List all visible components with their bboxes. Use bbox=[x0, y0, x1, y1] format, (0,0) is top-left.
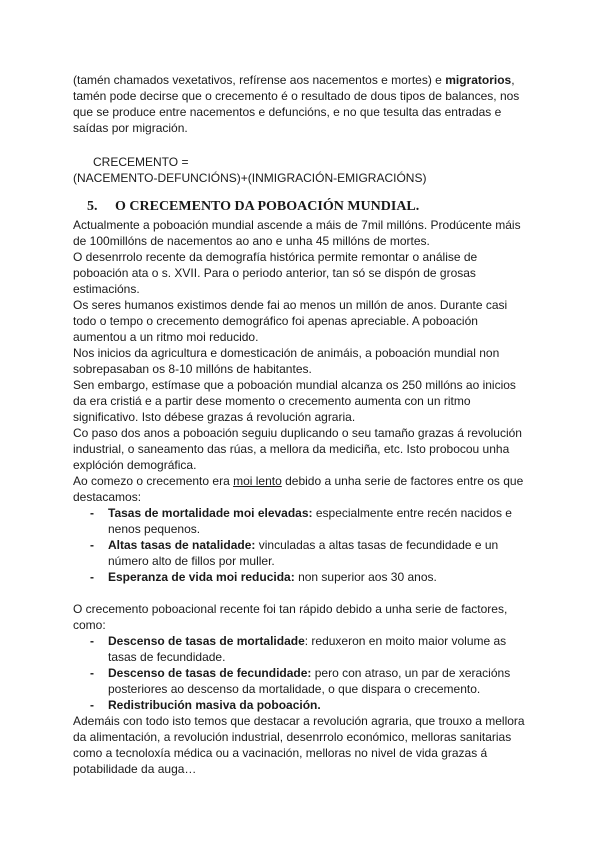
list-item: - Descenso de tasas de mortalidade: reduxeron en moito maior volume as tasas de fecundidade. bbox=[90, 634, 507, 664]
dash-bullet: - bbox=[90, 666, 94, 680]
slow-factors-list bbox=[73, 505, 531, 585]
paragraph: O desenrrolo recente da demografía histórica permite remontar o análise de poboación ata o s. XVII. Para o periodo anterior, tan só se dispón de grosas estimacións. bbox=[73, 250, 478, 296]
section-title: O CRECEMENTO DA POBOACIÓN MUNDIAL. bbox=[115, 199, 420, 214]
intro-paragraph: (tamén chamados vexetativos, refírense aos nacementos e mortes) e migratorios, tamén pode decirse que o crecemento é o resultado de dous tipos de balances, nos que se produce entre nacementos e defuncións, e no que tesulta das entradas e saídas por migración. bbox=[73, 73, 520, 135]
list-item: - Descenso de tasas de fecundidade: pero con atraso, un par de xeracións posteriores ao descenso da mortalidade, o que dispara o crecemento. bbox=[90, 666, 511, 696]
dash-bullet: - bbox=[90, 698, 94, 712]
slow-emphasis: moi lento bbox=[233, 474, 282, 488]
paragraph: Actualmente a poboación mundial ascende a máis de 7mil millóns. Prodúcente máis de 100millóns de nacementos ao ano e unha 45 millóns de mortes. bbox=[73, 218, 521, 248]
spacer bbox=[73, 585, 531, 601]
conclusion-paragraph: Ademáis con todo isto temos que destacar a revolución agraria, que trouxo a mellora da alimentación, a revolución industrial, desenrrolo económico, melloras sanitarias como a tecnoloxía médica ou a vacinación, melloras no nivel de vida grazas á potabilidade da auga… bbox=[73, 714, 525, 776]
paragraph: Nos inicios da agricultura e domesticación de animáis, a poboación mundial non sobrepasaban os 8-10 millóns de habitantes. bbox=[73, 346, 500, 376]
dash-bullet: - bbox=[90, 634, 94, 648]
section-number: 5. bbox=[87, 199, 98, 214]
list-item: - Tasas de mortalidade moi elevadas: especialmente entre recén nacidos e nenos pequenos. bbox=[90, 506, 512, 536]
paragraph: Co paso dos anos a poboación seguiu duplicando o seu tamaño grazas á revolución industrial, o saneamento das rúas, a mellora da mediciña, etc. Isto probocou unha explóción demográfica. bbox=[73, 426, 522, 472]
growth-formula bbox=[73, 154, 531, 186]
list-item: - Esperanza de vida moi reducida: non superior aos 30 anos. bbox=[90, 570, 437, 584]
dash-bullet: - bbox=[90, 506, 94, 520]
fast-growth-intro: O crecemento poboacional recente foi tan rápido debido a unha serie de factores, como: bbox=[73, 602, 508, 632]
formula-line-2: (NACEMENTO-DEFUNCIÓNS)+(INMIGRACIÓN-EMIGRACIÓNS) bbox=[73, 171, 427, 185]
slow-growth-intro: Ao comezo o crecemento era moi lento debido a unha serie de factores entre os que destacamos: bbox=[73, 474, 524, 504]
dash-bullet: - bbox=[90, 538, 94, 552]
fast-factors-list bbox=[73, 633, 531, 713]
list-item: - Altas tasas de natalidade: vinculadas a altas tasas de fecundidade e un número alto de fillos por muller. bbox=[90, 538, 499, 568]
section-heading bbox=[87, 198, 531, 215]
document-page bbox=[73, 72, 531, 777]
paragraph: Sen embargo, estímase que a poboación mundial alcanza os 250 millóns ao inicios da era cristiá e a partir dese momento o crecemento aumenta con un ritmo significativo. Isto débese grazas á revolución agraria. bbox=[73, 378, 516, 424]
dash-bullet: - bbox=[90, 570, 94, 584]
migratorios-term: migratorios bbox=[445, 73, 512, 87]
paragraph: Os seres humanos existimos dende fai ao menos un millón de anos. Durante casi todo o tempo o crecemento demográfico foi apenas apreciable. A poboación aumentou a un ritmo moi reducido. bbox=[73, 298, 508, 344]
formula-line-1: CRECEMENTO = bbox=[93, 155, 189, 169]
list-item: - Redistribución masiva da poboación. bbox=[90, 698, 321, 712]
